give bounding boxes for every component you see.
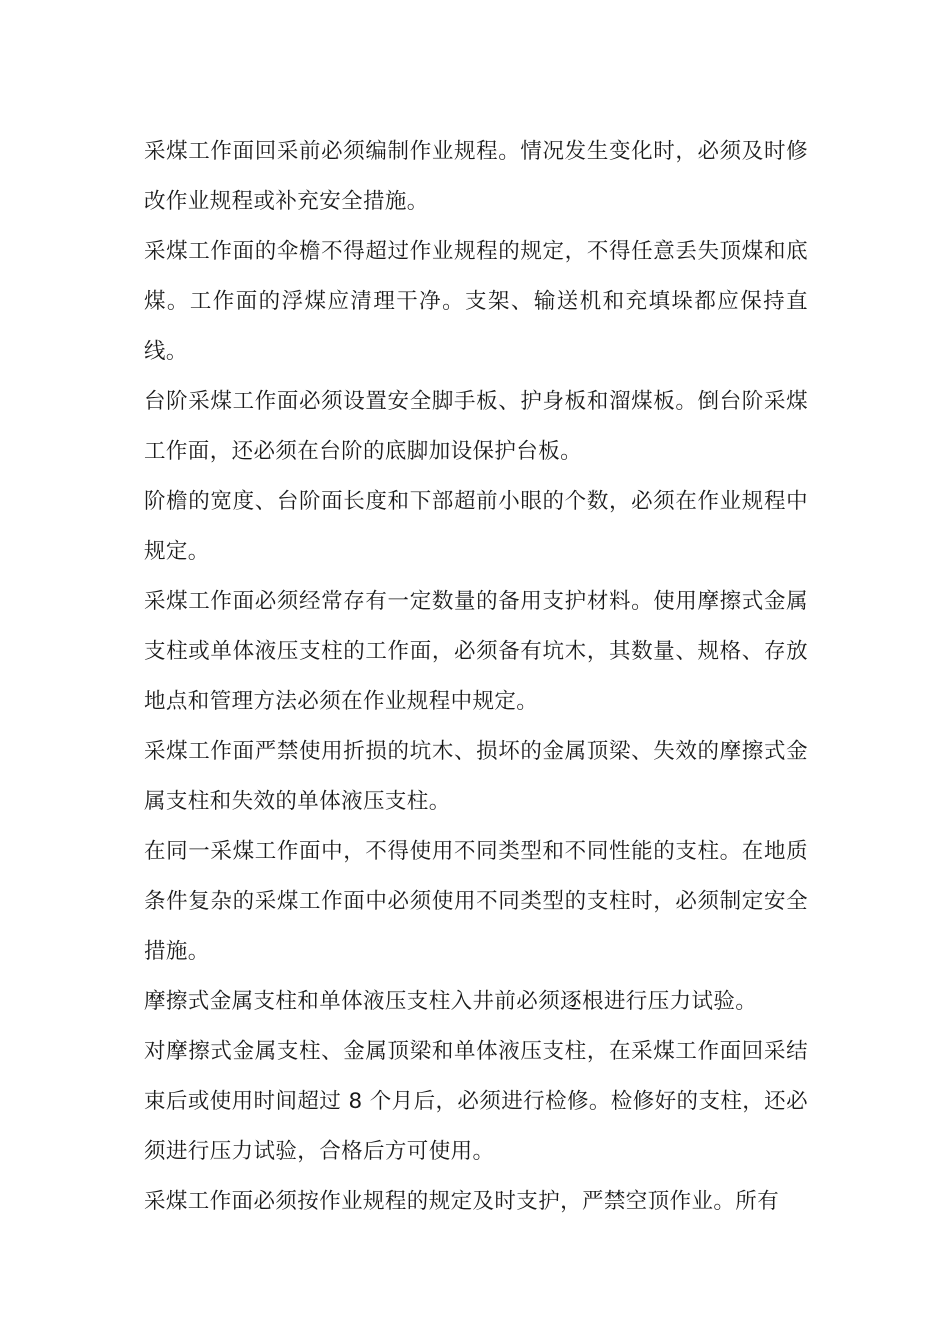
paragraph-3: 台阶采煤工作面必须设置安全脚手板、护身板和溜煤板。倒台阶采煤工作面，还必须在台阶的底脚加设保护台板。 <box>144 389 808 464</box>
paragraph-6: 采煤工作面严禁使用折损的坑木、损坏的金属顶梁、失效的摩擦式金属支柱和失效的单体液压支柱。 <box>144 739 808 814</box>
paragraph-9: 对摩擦式金属支柱、金属顶梁和单体液压支柱，在采煤工作面回采结束后或使用时间超过 8 个月后，必须进行检修。检修好的支柱，还必须进行压力试验，合格后方可使用。 <box>144 1039 808 1164</box>
paragraph-5: 采煤工作面必须经常存有一定数量的备用支护材料。使用摩擦式金属支柱或单体液压支柱的工作面，必须备有坑木，其数量、规格、存放地点和管理方法必须在作业规程中规定。 <box>144 589 808 714</box>
paragraph-10: 采煤工作面必须按作业规程的规定及时支护，严禁空顶作业。所有 <box>144 1189 780 1214</box>
paragraph-7: 在同一采煤工作面中，不得使用不同类型和不同性能的支柱。在地质条件复杂的采煤工作面中必须使用不同类型的支柱时，必须制定安全措施。 <box>144 839 808 964</box>
paragraph-2: 采煤工作面的伞檐不得超过作业规程的规定，不得任意丢失顶煤和底煤。工作面的浮煤应清理干净。支架、输送机和充填垛都应保持直线。 <box>144 239 808 364</box>
document-body <box>144 127 808 1227</box>
paragraph-4: 阶檐的宽度、台阶面长度和下部超前小眼的个数，必须在作业规程中规定。 <box>144 489 808 564</box>
paragraph-1: 采煤工作面回采前必须编制作业规程。情况发生变化时，必须及时修改作业规程或补充安全措施。 <box>144 139 808 214</box>
paragraph-8: 摩擦式金属支柱和单体液压支柱入井前必须逐根进行压力试验。 <box>144 989 758 1014</box>
